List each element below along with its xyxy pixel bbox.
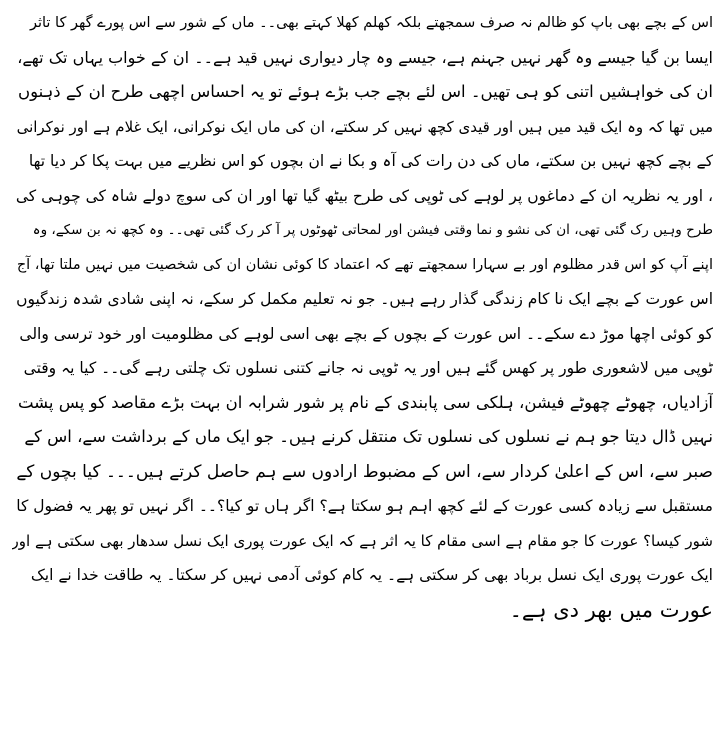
text-line: آزادیاں، چھوٹے چھوٹے فیشن، ہلکی سی پابندی کے نام پر شور شرابہ ان بہت بڑے مقاصد کو پس پشت — [17, 392, 713, 412]
text-line: ٹوپی میں لاشعوری طور پر کھس گئے ہیں اور یہ ٹوپی نہ جانے کتنی نسلوں تک چلتی رہے گی۔۔ کیا یہ وقتی — [23, 359, 713, 377]
text-line: عورت میں بھر دی ہے۔ — [509, 597, 713, 622]
text-line: کے بچے کچھ نہیں بن سکتے، ماں کی دن رات کی آہ و بکا نے ان بچوں کو اس نظریے میں بہت پکا کر دیا تھا — [28, 152, 713, 170]
text-line: اس کے بچے بھی باپ کو ظالم نہ صرف سمجھتے بلکہ کھلم کھلا کہتے بھی۔۔ ماں کے شور سے اس پورے گھر کا تاثر — [29, 15, 713, 31]
text-line: نہیں ڈال دیتا جو ہم نے نسلوں کی نسلوں تک منتقل کرنے ہیں۔ جو ایک ماں کے برداشت سے، اس کے — [24, 427, 713, 446]
text-line: ایک عورت پوری ایک نسل برباد بھی کر سکتی ہے۔ یہ کام کوئی آدمی نہیں کر سکتا۔ یہ طاقت خدا نے ایک — [30, 566, 713, 584]
text-line: مستقبل سے زیادہ کسی عورت کے لئے کچھ اہم ہو سکتا ہے؟ اگر ہاں تو کیا؟۔۔ اگر نہیں تو پھر یہ فضول کا — [16, 497, 713, 515]
text-line: ان کی خواہشیں اتنی کو ہی تھیں۔ اس لئے بچے جب بڑے ہوئے تو یہ احساس اچھی طرح ان کے ذہنوں — [17, 82, 713, 101]
text-line: کو کوئی اچھا موڑ دے سکے۔۔ اس عورت کے بچوں کے بچے بھی اسی لوہے کی مظلومیت اور خود ترسی والی — [19, 324, 713, 343]
text-line: اپنے آپ کو اس قدر مظلوم اور بے سہارا سمجھتے تھے کہ اعتماد کا کوئی نشان ان کی شخصیت میں نہیں ملتا تھا، آج — [16, 256, 713, 273]
text-line: میں تھا کہ وہ ایک قید میں ہیں اور قیدی کچھ نہیں کر سکتے، ان کی ماں ایک نوکرانی، ایک غلام ہے اور نوکرانی — [16, 117, 713, 136]
text-line: طرح وہیں رک گئی تھی، ان کی نشو و نما وقتی فیشن اور لمحاتی ٹھوٹوں پر آ کر رک گئی تھی۔۔ وہ کچھ نہ بن سکے، وہ — [32, 222, 713, 238]
text-line: ، اور یہ نظریہ ان کے دماغوں پر لوہے کی ٹوپی کی طرح بیٹھ گیا تھا اور ان کی سوچ دولے شاہ کی چوہی کی — [15, 186, 713, 205]
text-line: شور کیسا؟ عورت کا جو مقام ہے اسی مقام کا یہ اثر ہے کہ ایک عورت پوری ایک نسل سدھار بھی سکتی ہے اور — [12, 531, 713, 550]
text-line: اس عورت کے بچے ایک نا کام زندگی گذار رہے ہیں۔ جو نہ تعلیم مکمل کر سکے، نہ اپنی شادی شدہ زندگیوں — [16, 290, 713, 308]
body-paragraph — [12, 6, 713, 627]
text-line: صبر سے، اس کے اعلیٰ کردار سے، اس کے مضبوط ارادوں سے ہم حاصل کرتے ہیں۔۔۔ کیا بچوں کے — [16, 461, 713, 482]
text-line: ایسا بن گیا جیسے وہ گھر نہیں جہنم ہے، جیسے وہ چار دیواری نہیں قید ہے۔۔ ان کے خواب یہاں تک تھے، — [17, 47, 713, 67]
